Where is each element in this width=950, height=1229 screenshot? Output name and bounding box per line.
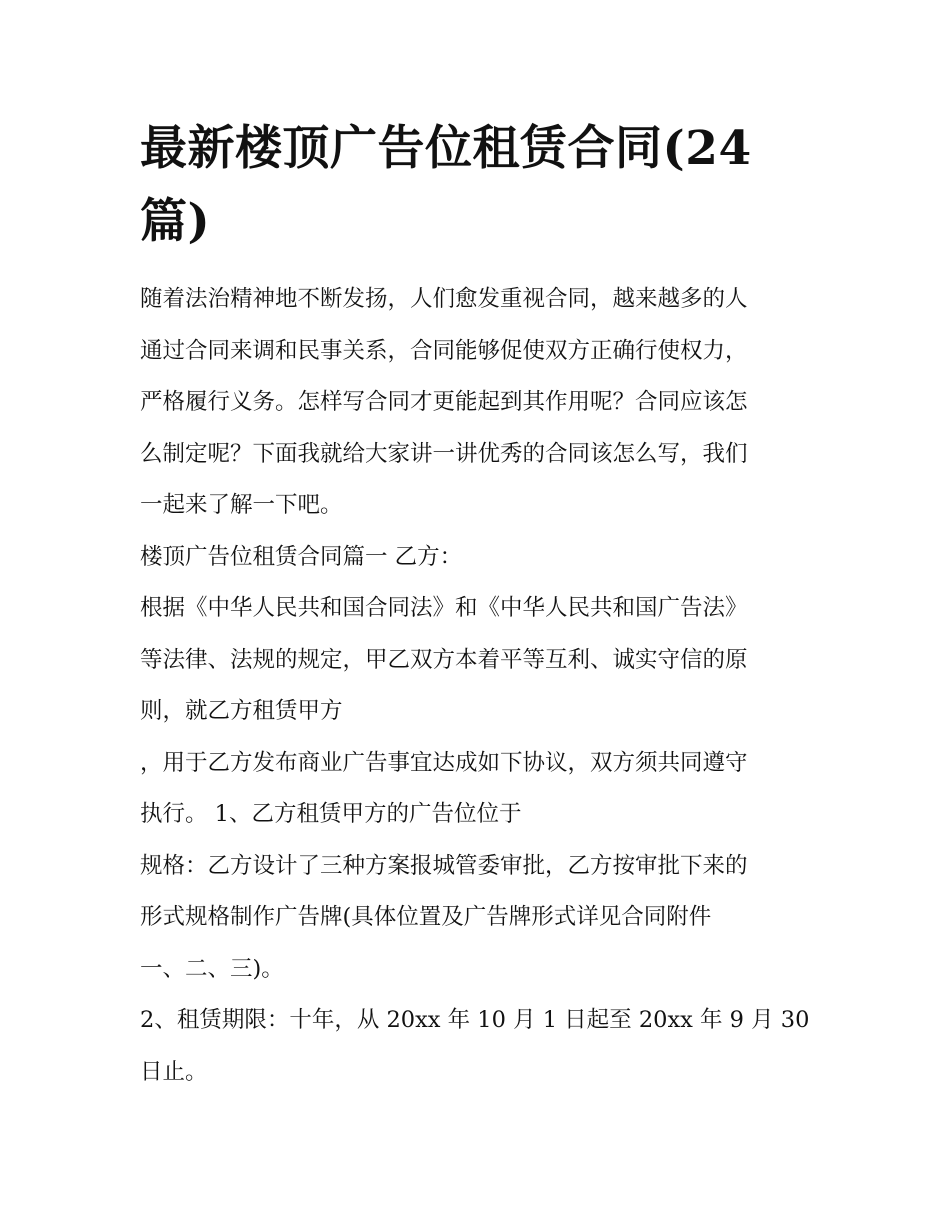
- document-title: [140, 112, 820, 258]
- title-line-1: 最新楼顶广告位租赁合同(24: [140, 121, 752, 176]
- body-line: 么制定呢？下面我就给大家讲一讲优秀的合同该怎么写，我们: [140, 440, 748, 467]
- body-line: ，用于乙方发布商业广告事宜达成如下协议，双方须共同遵守: [140, 749, 748, 776]
- title-line-2: 篇): [140, 194, 211, 249]
- body-line: 执行。 1、乙方租赁甲方的广告位位于: [140, 801, 522, 827]
- document-body: [140, 274, 830, 1098]
- body-line: 2、租赁期限：十年，从 20xx 年 10 月 1 日起至 20xx 年 9 月 30: [140, 1007, 810, 1033]
- body-line: 严格履行义务。怎样写合同才更能起到其作用呢？合同应该怎: [140, 389, 748, 415]
- body-line: 形式规格制作广告牌(具体位置及广告牌形式详见合同附件: [140, 904, 712, 930]
- body-line: 随着法治精神地不断发扬，人们愈发重视合同，越来越多的人: [140, 286, 748, 312]
- body-line: 通过合同来调和民事关系，合同能够促使双方正确行使权力，: [140, 337, 748, 364]
- section-heading-line: 楼顶广告位租赁合同篇一 乙方：: [140, 543, 463, 570]
- body-line: 则，就乙方租赁甲方: [140, 698, 343, 724]
- body-line: 一、二、三)。: [140, 955, 284, 982]
- body-line: 根据《中华人民共和国合同法》和《中华人民共和国广告法》: [140, 595, 748, 621]
- body-line: 日止。: [140, 1058, 208, 1085]
- body-line: 等法律、法规的规定，甲乙双方本着平等互利、诚实守信的原: [140, 646, 748, 673]
- body-line: 一起来了解一下吧。: [140, 492, 343, 518]
- body-line: 规格：乙方设计了三种方案报城管委审批，乙方按审批下来的: [140, 852, 748, 879]
